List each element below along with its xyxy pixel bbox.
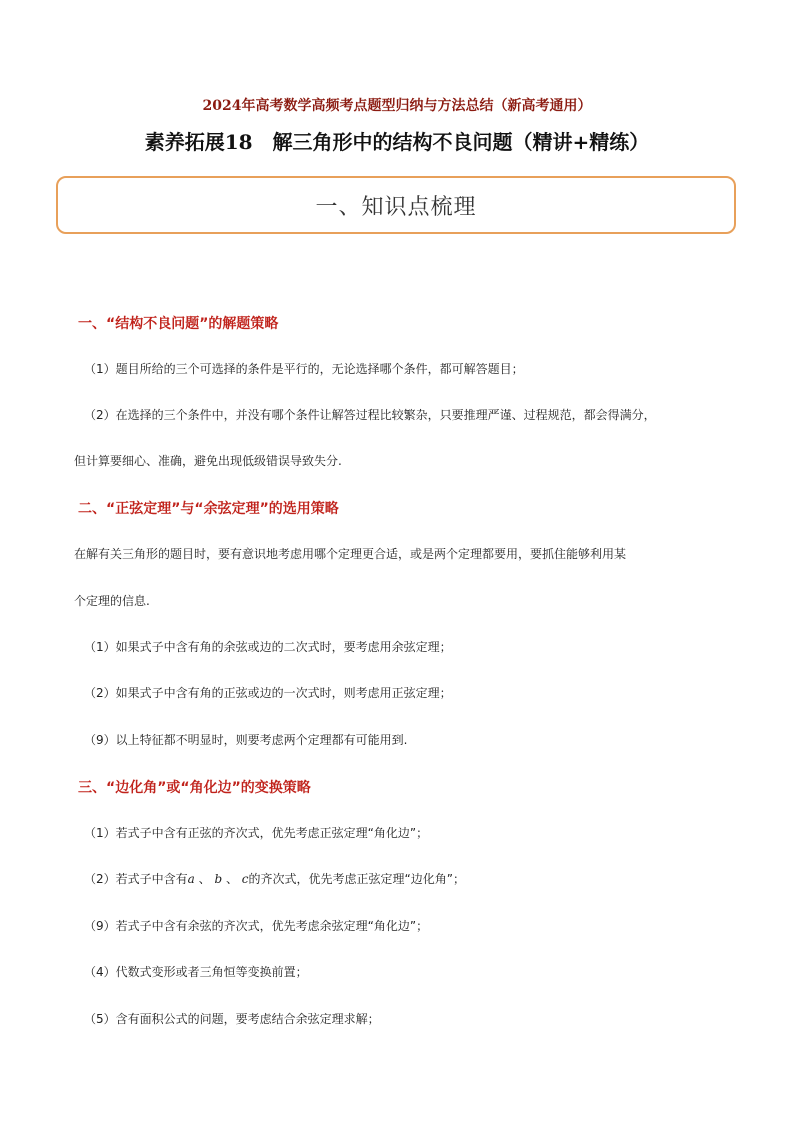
separator: 、 <box>194 872 211 886</box>
text-line: （1）题目所给的三个可选择的条件是平行的，无论选择哪个条件，都可解答题目； <box>84 362 524 376</box>
section-heading-1: 一、“结构不良问题”的解题策略 <box>78 316 279 332</box>
section-banner <box>56 176 736 234</box>
document-title: 素养拓展18 解三角形中的结构不良问题（精讲+精练） <box>144 130 650 154</box>
text-line: 个定理的信息. <box>74 594 150 608</box>
text-line-with-variables <box>84 870 465 887</box>
text-line: （1）若式子中含有正弦的齐次式，优先考虑正弦定理“角化边”； <box>84 826 429 840</box>
variable-c: c <box>241 872 249 886</box>
text-line: 但计算要细心、准确，避免出现低级错误导致失分. <box>74 454 342 468</box>
text-line: （2）如果式子中含有角的正弦或边的一次式时，则考虑用正弦定理； <box>84 686 452 700</box>
section-heading-3: 三、“边化角”或“角化边”的变换策略 <box>78 780 311 796</box>
text-line: （1）如果式子中含有角的余弦或边的二次式时，要考虑用余弦定理； <box>84 640 452 654</box>
text-line: （4）代数式变形或者三角恒等变换前置； <box>84 965 308 979</box>
text-line: （5）含有面积公式的问题，要考虑结合余弦定理求解； <box>84 1012 380 1026</box>
section-heading-2: 二、“正弦定理”与“余弦定理”的选用策略 <box>78 501 339 517</box>
text-line: （9）以上特征都不明显时，则要考虑两个定理都有可能用到. <box>84 733 408 747</box>
text-line: （9）若式子中含有余弦的齐次式，优先考虑余弦定理“角化边”； <box>84 919 429 933</box>
text-segment: （2）若式子中含有 <box>84 872 188 886</box>
document-subtitle: 2024年高考数学高频考点题型归纳与方法总结（新高考通用） <box>202 98 592 114</box>
text-segment: 的齐次式，优先考虑正弦定理“边化角”； <box>248 872 465 886</box>
variable-b: b <box>214 872 223 886</box>
banner-title: 一、知识点梳理 <box>315 194 477 220</box>
text-line: 在解有关三角形的题目时，要有意识地考虑用哪个定理更合适，或是两个定理都要用，要抓住能够利用某 <box>74 547 627 561</box>
text-line: （2）在选择的三个条件中，并没有哪个条件让解答过程比较繁杂，只要推理严谨、过程规范，都会得满分， <box>84 408 656 422</box>
variable-a: a <box>187 872 195 886</box>
separator: 、 <box>222 872 238 886</box>
